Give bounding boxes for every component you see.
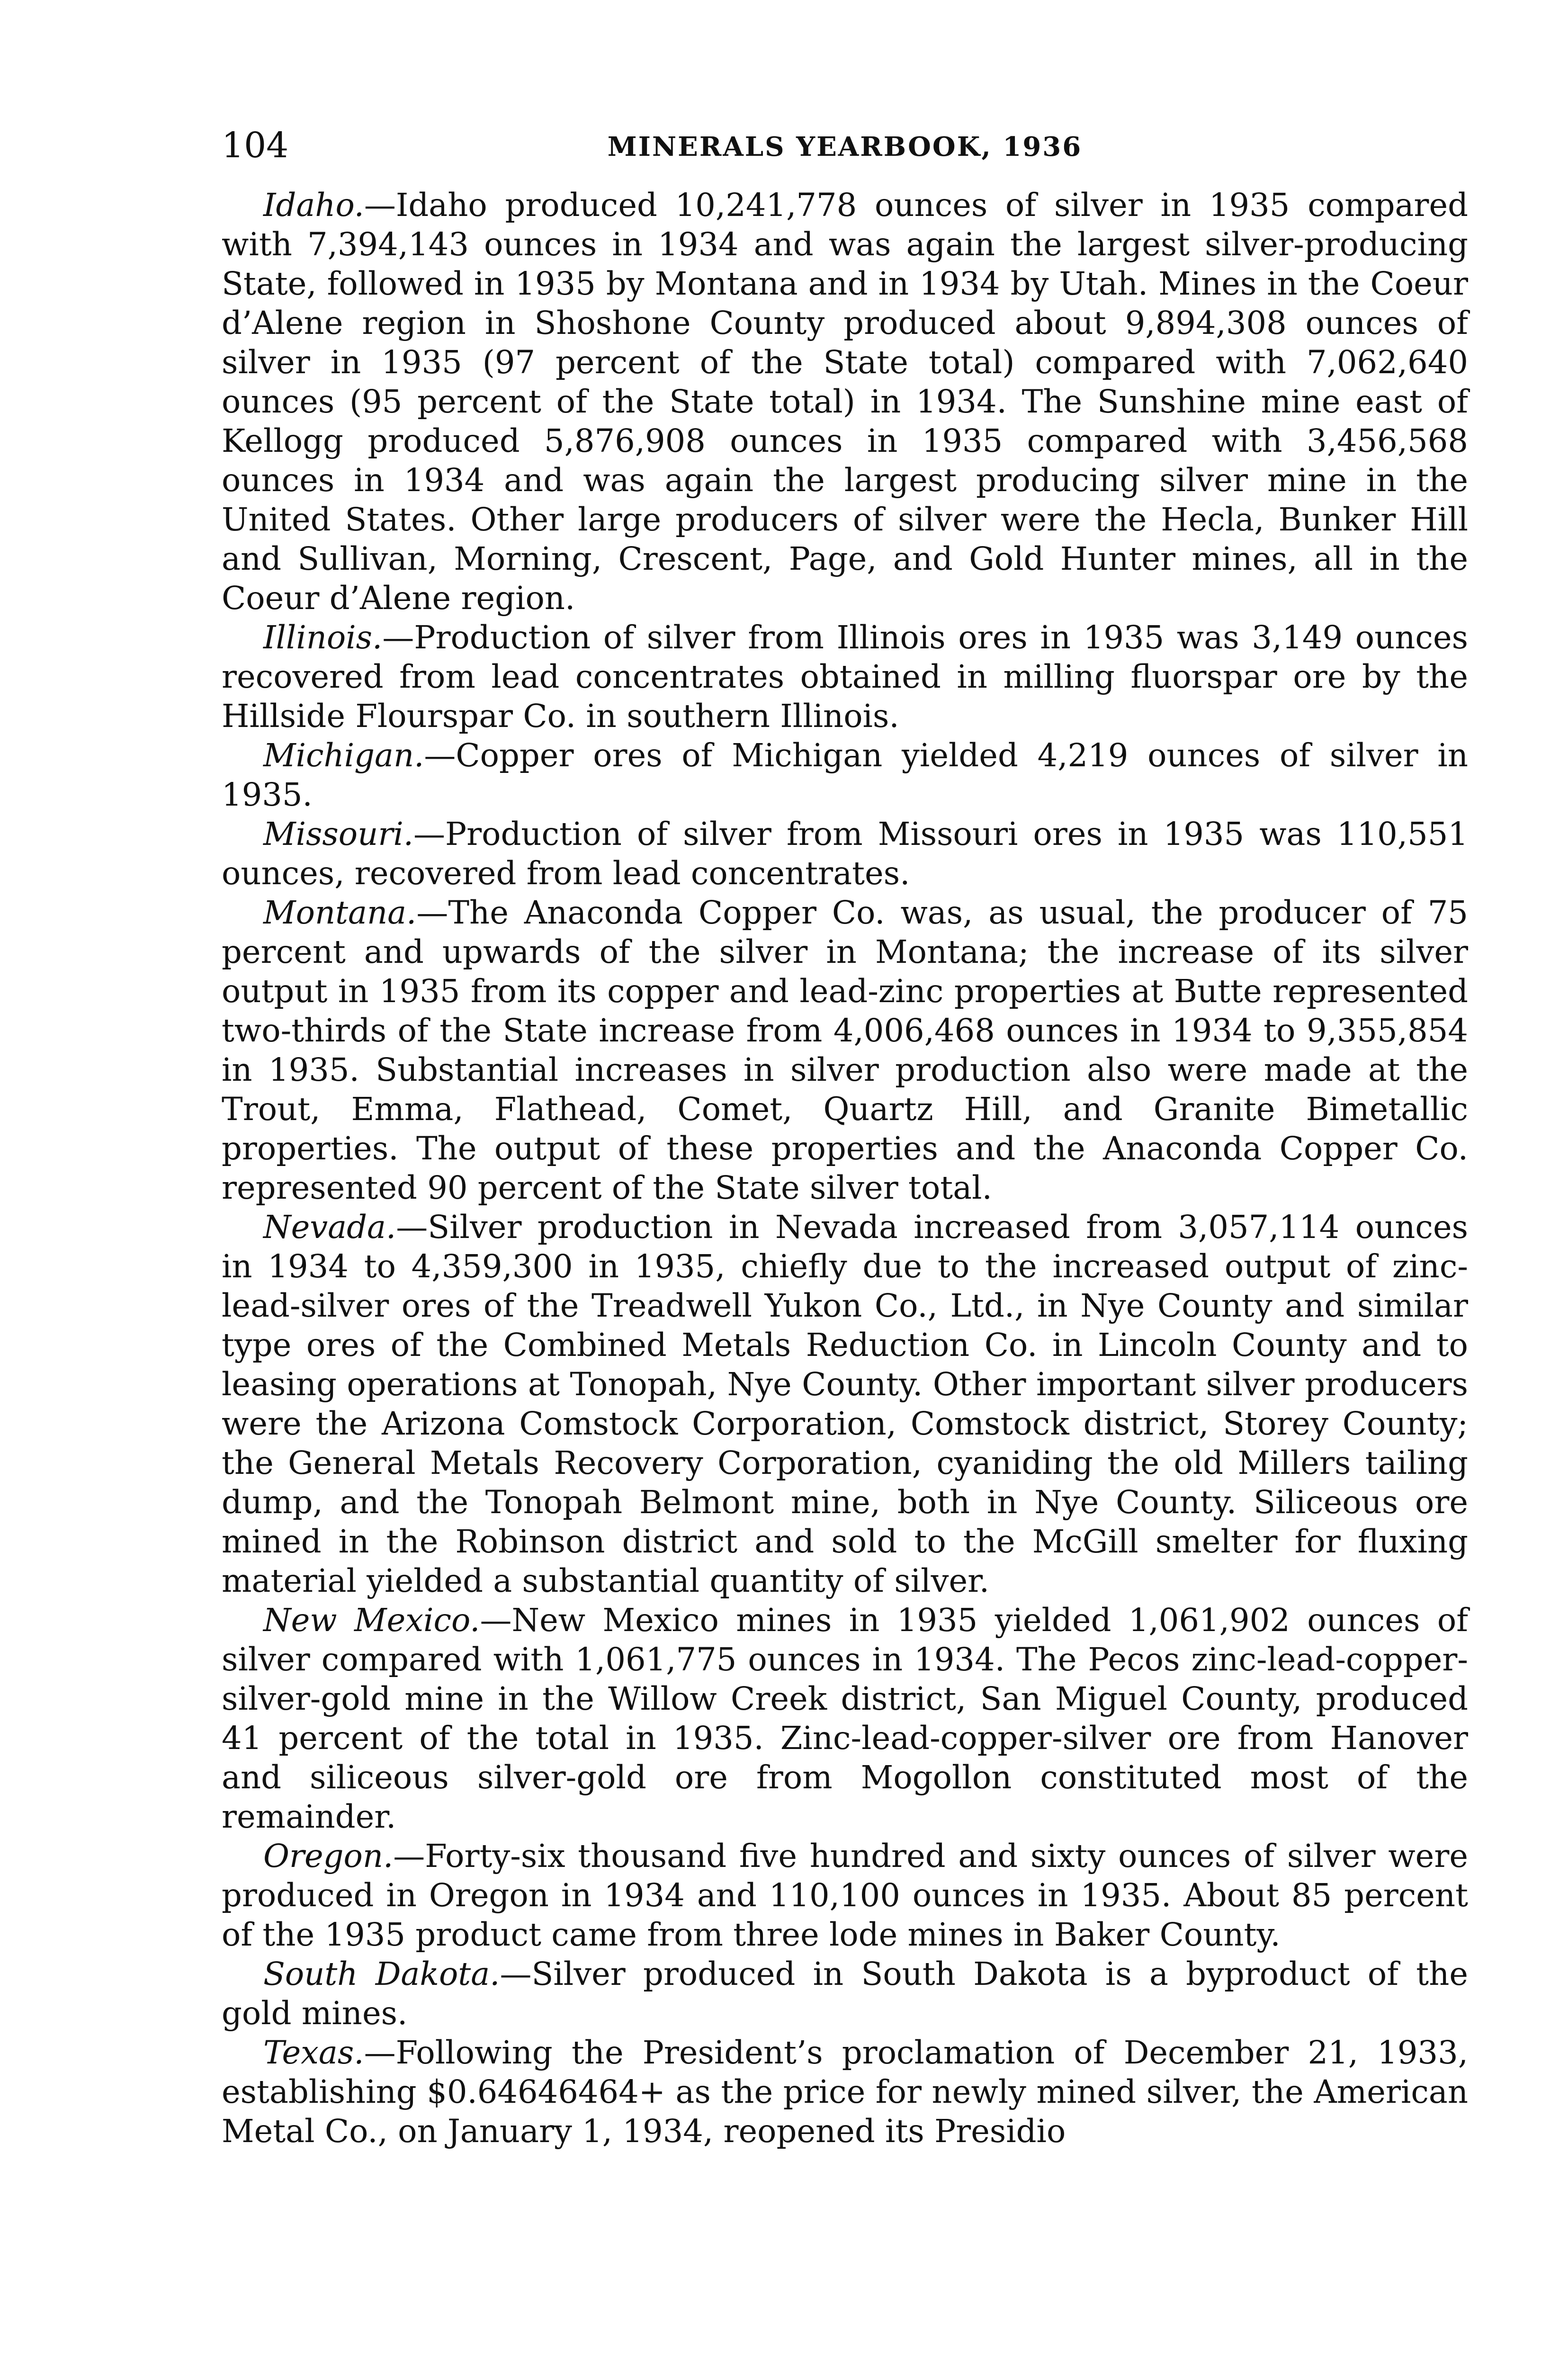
paragraph-text: —The Anaconda Copper Co. was, as usual, the producer of 75 percent and upwards of the silver in Montana; the increase of its silver output in 1935 from its copper and lead-zinc properties at Butte represented two-thirds of the State increase from 4,006,468 ounces in 1934 to 9,355,854 in 1935. Substantial increases in silver production also were made at the Trout, Emma, Flathead, Comet, Quartz Hill, and Granite Bimetallic properties. The output of these properties and the Anaconda Copper Co. represented 90 percent of the State silver total. [222,894,1468,1206]
paragraph-montana [222,893,1468,1208]
paragraph-text: —Silver produced in South Dakota is a byproduct of the gold mines. [222,1955,1468,2032]
running-head: MINERALS YEARBOOK, 1936 [607,131,1083,162]
state-heading: Illinois. [263,619,383,656]
paragraph-idaho [222,186,1468,618]
paragraph-text: —Production of silver from Illinois ores in 1935 was 3,149 ounces recovered from lead concentrates obtained in milling fluorspar ore by the Hillside Flourspar Co. in southern Illinois. [222,619,1468,735]
page-header [222,124,1468,176]
state-heading: Missouri. [263,816,414,852]
paragraph-text: —Production of silver from Missouri ores in 1935 was 110,551 ounces, recovered from lead concentrates. [222,816,1468,892]
paragraph-text: —New Mexico mines in 1935 yielded 1,061,902 ounces of silver compared with 1,061,775 ounces in 1934. The Pecos zinc-lead-copper-silver-gold mine in the Willow Creek district, San Miguel County, produced 41 percent of the total in 1935. Zinc-lead-copper-silver ore from Hanover and siliceous silver-gold ore from Mogollon constituted most of the remainder. [222,1602,1469,1835]
state-heading: Michigan. [263,737,424,774]
state-heading: Nevada. [263,1209,396,1246]
paragraph-illinois [222,618,1468,736]
state-heading: Oregon. [263,1838,394,1875]
document-page [222,124,1468,2151]
paragraph-texas [222,2033,1468,2151]
state-heading: Montana. [263,894,417,931]
paragraph-new-mexico [222,1601,1468,1837]
state-heading: New Mexico. [263,1602,480,1639]
paragraph-text: —Idaho produced 10,241,778 ounces of silver in 1935 compared with 7,394,143 ounces in 1934 and was again the largest silver-producing State, followed in 1935 by Montana and in 1934 by Utah. Mines in the Coeur d’Alene region in Shoshone County produced about 9,894,308 ounces of silver in 1935 (97 percent of the State total) compared with 7,062,640 ounces (95 percent of the State total) in 1934. The Sunshine mine east of Kellogg produced 5,876,908 ounces in 1935 compared with 3,456,568 ounces in 1934 and was again the largest producing silver mine in the United States. Other large producers of silver were the Hecla, Bunker Hill and Sullivan, Morning, Crescent, Page, and Gold Hunter mines, all in the Coeur d’Alene region. [222,187,1468,617]
paragraph-missouri [222,815,1468,893]
page-number: 104 [222,125,289,166]
state-heading: Texas. [263,2034,364,2071]
paragraph-michigan [222,736,1468,815]
state-heading: South Dakota. [263,1955,500,1992]
paragraph-oregon [222,1837,1468,1955]
state-heading: Idaho. [263,187,364,224]
paragraph-nevada [222,1208,1468,1601]
paragraph-text: —Silver production in Nevada increased from 3,057,114 ounces in 1934 to 4,359,300 in 1935, chiefly due to the increased output of zinc-lead-silver ores of the Treadwell Yukon Co., Ltd., in Nye County and similar type ores of the Combined Metals Reduction Co. in Lincoln County and to leasing operations at Tonopah, Nye County. Other important silver producers were the Arizona Comstock Corporation, Comstock district, Storey County; the General Metals Recovery Corporation, cyaniding the old Millers tailing dump, and the Tonopah Belmont mine, both in Nye County. Siliceous ore mined in the Robinson district and sold to the McGill smelter for fluxing material yielded a substantial quantity of silver. [222,1209,1468,1599]
body-text [222,186,1468,2151]
paragraph-text: —Copper ores of Michigan yielded 4,219 ounces of silver in 1935. [222,737,1468,813]
paragraph-text: —Following the President’s proclamation of December 21, 1933, establishing $0.64646464+ as the price for newly mined silver, the American Metal Co., on January 1, 1934, reopened its Presidio [222,2034,1468,2150]
paragraph-south-dakota [222,1955,1468,2033]
paragraph-text: —Forty-six thousand five hundred and sixty ounces of silver were produced in Oregon in 1934 and 110,100 ounces in 1935. About 85 percent of the 1935 product came from three lode mines in Baker County. [222,1838,1468,1953]
